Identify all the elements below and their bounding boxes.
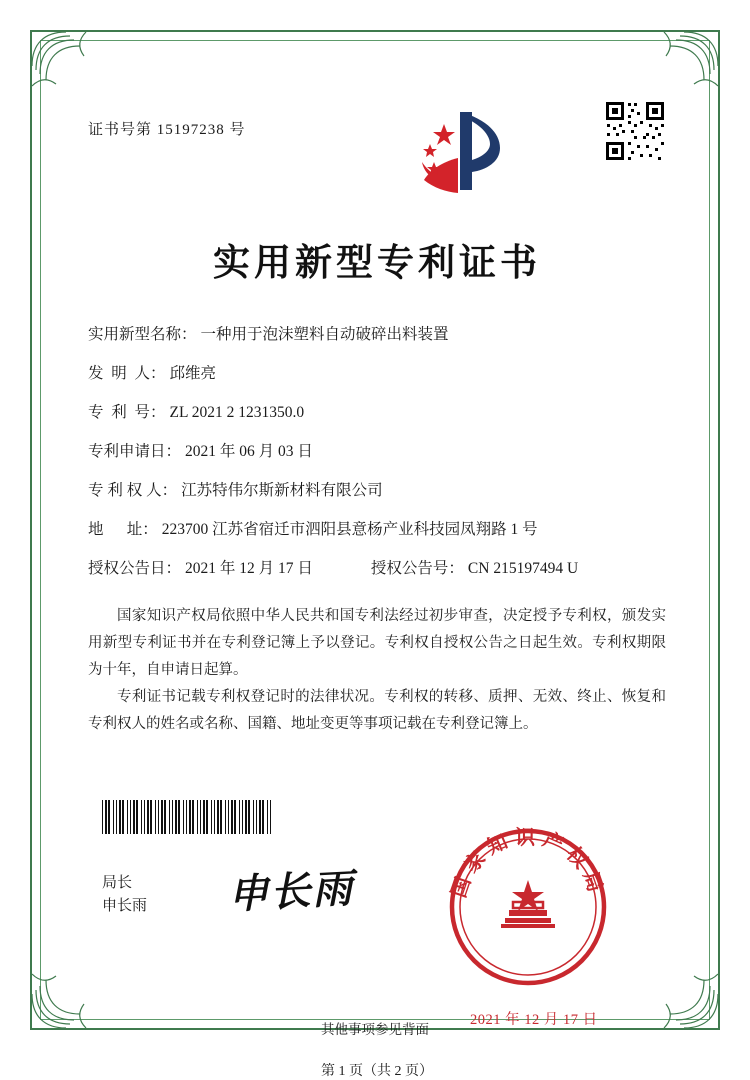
cnipa-logo-icon — [400, 104, 510, 209]
field-row — [88, 365, 666, 382]
legal-paragraph: 专利证书记载专利权登记时的法律状况。专利权的转移、质押、无效、终止、恢复和专利权人的姓名或名称、国籍、地址变更等事项记载在专利登记簿上。 — [88, 688, 666, 732]
grant-number-label: 授权公告号： — [370, 560, 464, 578]
field-value: 2021 年 06 月 03 日 — [185, 443, 313, 461]
qr-code — [604, 100, 666, 167]
header-row — [88, 100, 666, 210]
field-label: 实用新型名称： — [88, 326, 197, 343]
page-title: 实用新型专利证书 — [213, 243, 541, 284]
field-label: 专 利 权 人： — [88, 482, 178, 500]
field-label: 专利申请日： — [88, 443, 182, 461]
director-block — [102, 872, 147, 917]
grant-row — [88, 560, 666, 577]
field-row — [88, 326, 666, 343]
grant-date-value: 2021 年 12 月 17 日 — [185, 560, 313, 578]
barcode — [102, 800, 272, 834]
grant-number-value: CN 215197494 U — [467, 560, 579, 578]
director-title: 局长 — [102, 875, 133, 891]
field-value: 邱维亮 — [169, 365, 217, 383]
field-row — [88, 482, 666, 499]
field-row — [88, 521, 666, 538]
page-number: 第 1 页（共 2 页） — [321, 1064, 433, 1079]
field-value: 223700 江苏省宿迁市泗阳县意杨产业科技园凤翔路 1 号 — [161, 521, 538, 539]
legal-paragraph: 国家知识产权局依照中华人民共和国专利法经过初步审查，决定授予专利权，颁发实用新型专利证书并在专利登记簿上予以登记。专利权自授权公告之日起生效。专利权期限为十年，自申请日起算。 — [88, 608, 666, 678]
svg-text:国家知识产权局: 国家知识产权局 — [448, 827, 608, 901]
official-seal — [443, 822, 613, 992]
footer-note-wrap — [0, 1018, 750, 1038]
signature-area — [88, 800, 666, 1030]
field-value: 江苏特伟尔斯新材料有限公司 — [181, 482, 383, 500]
handwritten-signature: 申长雨 — [227, 864, 356, 919]
field-value: 一种用于泡沫塑料自动破碎出料装置 — [200, 326, 449, 343]
field-label: 地 址： — [88, 521, 158, 539]
certificate-number: 证书号第 15197238 号 — [88, 122, 246, 138]
grant-date-label: 授权公告日： — [88, 560, 182, 578]
field-value: ZL 2021 2 1231350.0 — [169, 404, 305, 422]
field-list — [88, 326, 666, 577]
seal-date: 2021 年 12 月 17 日 — [470, 1012, 598, 1028]
field-row — [88, 443, 666, 460]
director-name: 申长雨 — [102, 897, 148, 914]
field-row — [88, 404, 666, 421]
footer-note: 其他事项参见背面 — [321, 1022, 429, 1037]
field-label: 发 明 人： — [88, 365, 166, 383]
legal-text — [88, 603, 666, 737]
field-label: 专 利 号： — [88, 404, 166, 422]
